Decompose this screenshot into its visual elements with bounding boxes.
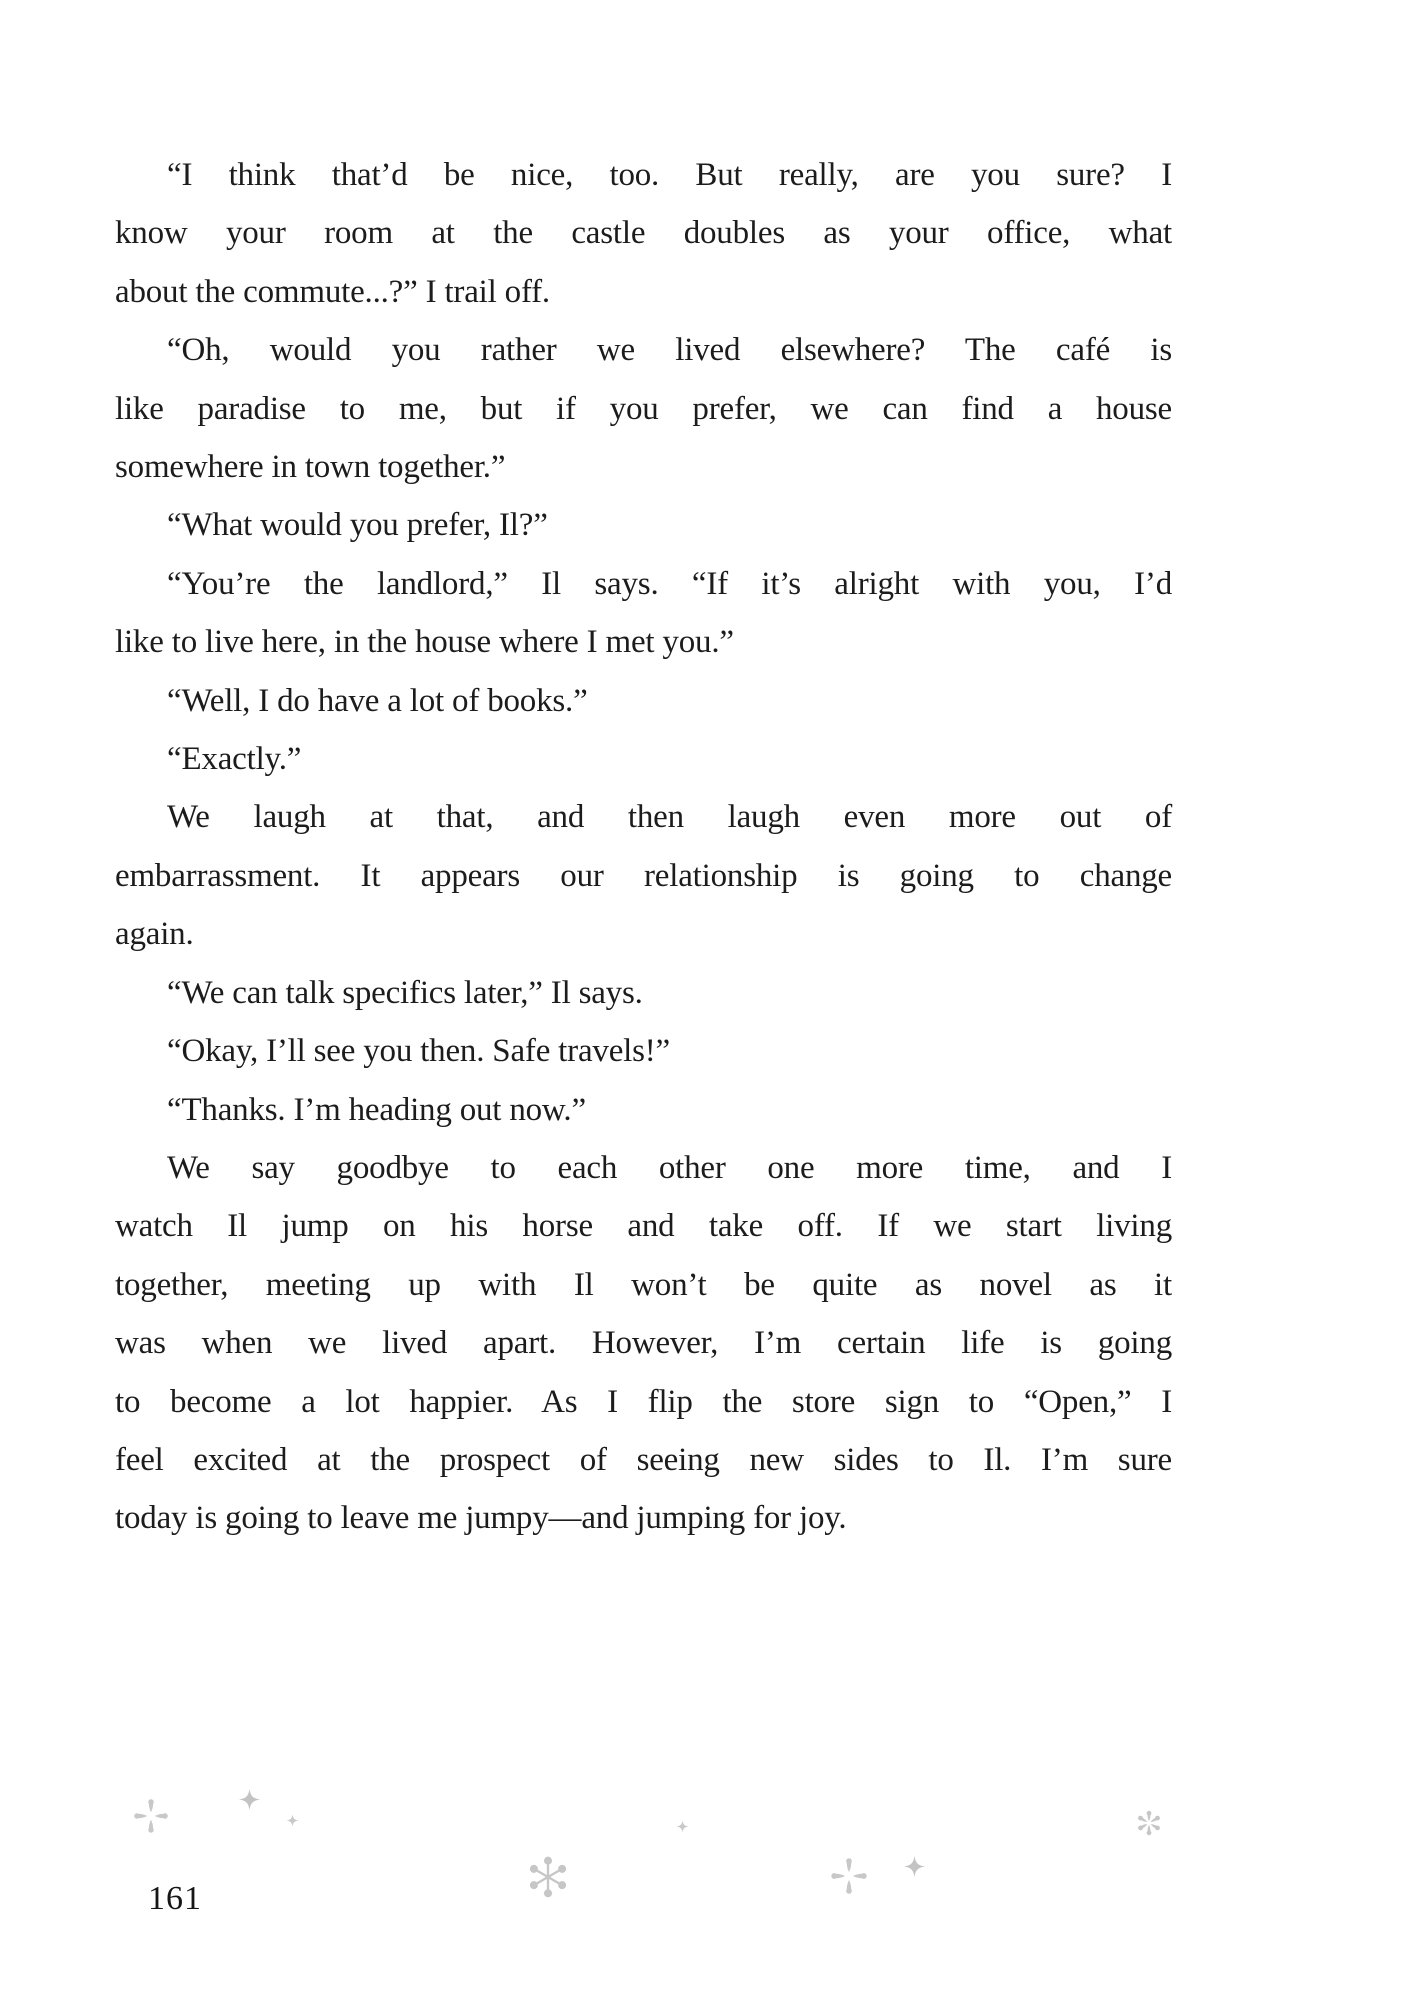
text-line: We laugh at that, and then laugh even more out of (167, 799, 1172, 836)
star4-icon (238, 1788, 261, 1811)
snowflake-icon (525, 1854, 571, 1900)
sparkle-cross-icon (133, 1798, 169, 1834)
text-line: “You’re the landlord,” Il says. “If it’s alright with you, I’d (167, 565, 1172, 602)
paragraph (115, 1022, 1172, 1080)
text-line: “Well, I do have a lot of books.” (167, 682, 588, 719)
text-line: “Okay, I’ll see you then. Safe travels!” (167, 1033, 670, 1070)
text-line: feel excited at the prospect of seeing new sides to Il. I’m sure (115, 1441, 1172, 1478)
text-line: somewhere in town together.” (115, 449, 506, 486)
text-line: was when we lived apart. However, I’m certain life is going (115, 1325, 1172, 1362)
text-line: like to live here, in the house where I met you.” (115, 624, 734, 661)
text-line: today is going to leave me jumpy—and jumping for joy. (115, 1500, 847, 1537)
text-line: embarrassment. It appears our relationship is going to change (115, 857, 1172, 894)
paragraph (115, 146, 1172, 321)
text-line: to become a lot happier. As I flip the store sign to “Open,” I (115, 1383, 1172, 1420)
page-number: 161 (148, 1880, 202, 1917)
paragraph (115, 964, 1172, 1022)
paragraph (115, 788, 1172, 963)
paragraph (115, 321, 1172, 496)
paragraph (115, 496, 1172, 554)
text-line: “Thanks. I’m heading out now.” (167, 1091, 586, 1128)
star4-icon (903, 1855, 926, 1878)
text-line: “What would you prefer, Il?” (167, 507, 548, 544)
text-line: like paradise to me, but if you prefer, we can find a house (115, 390, 1172, 427)
paragraph (115, 672, 1172, 730)
text-line: about the commute...?” I trail off. (115, 273, 550, 310)
text-line: We say goodbye to each other one more time, and I (167, 1149, 1172, 1186)
paragraph (115, 730, 1172, 788)
text-line: “We can talk specifics later,” Il says. (167, 974, 643, 1011)
sparkle-cross-icon (830, 1857, 868, 1895)
paragraph (115, 555, 1172, 672)
text-line: “Exactly.” (167, 741, 302, 778)
body-text (115, 146, 1172, 1548)
star4-icon (286, 1814, 299, 1827)
text-line: again. (115, 916, 194, 953)
paragraph (115, 1081, 1172, 1139)
star4-icon (676, 1820, 689, 1833)
asterisk6-icon (1136, 1810, 1162, 1836)
text-line: know your room at the castle doubles as your office, what (115, 215, 1172, 252)
text-line: “I think that’d be nice, too. But really, are you sure? I (167, 157, 1172, 193)
text-line: “Oh, would you rather we lived elsewhere? The café is (167, 332, 1172, 369)
paragraph (115, 1139, 1172, 1548)
text-line: watch Il jump on his horse and take off. If we start living (115, 1208, 1172, 1245)
text-line: together, meeting up with Il won’t be quite as novel as it (115, 1266, 1172, 1303)
